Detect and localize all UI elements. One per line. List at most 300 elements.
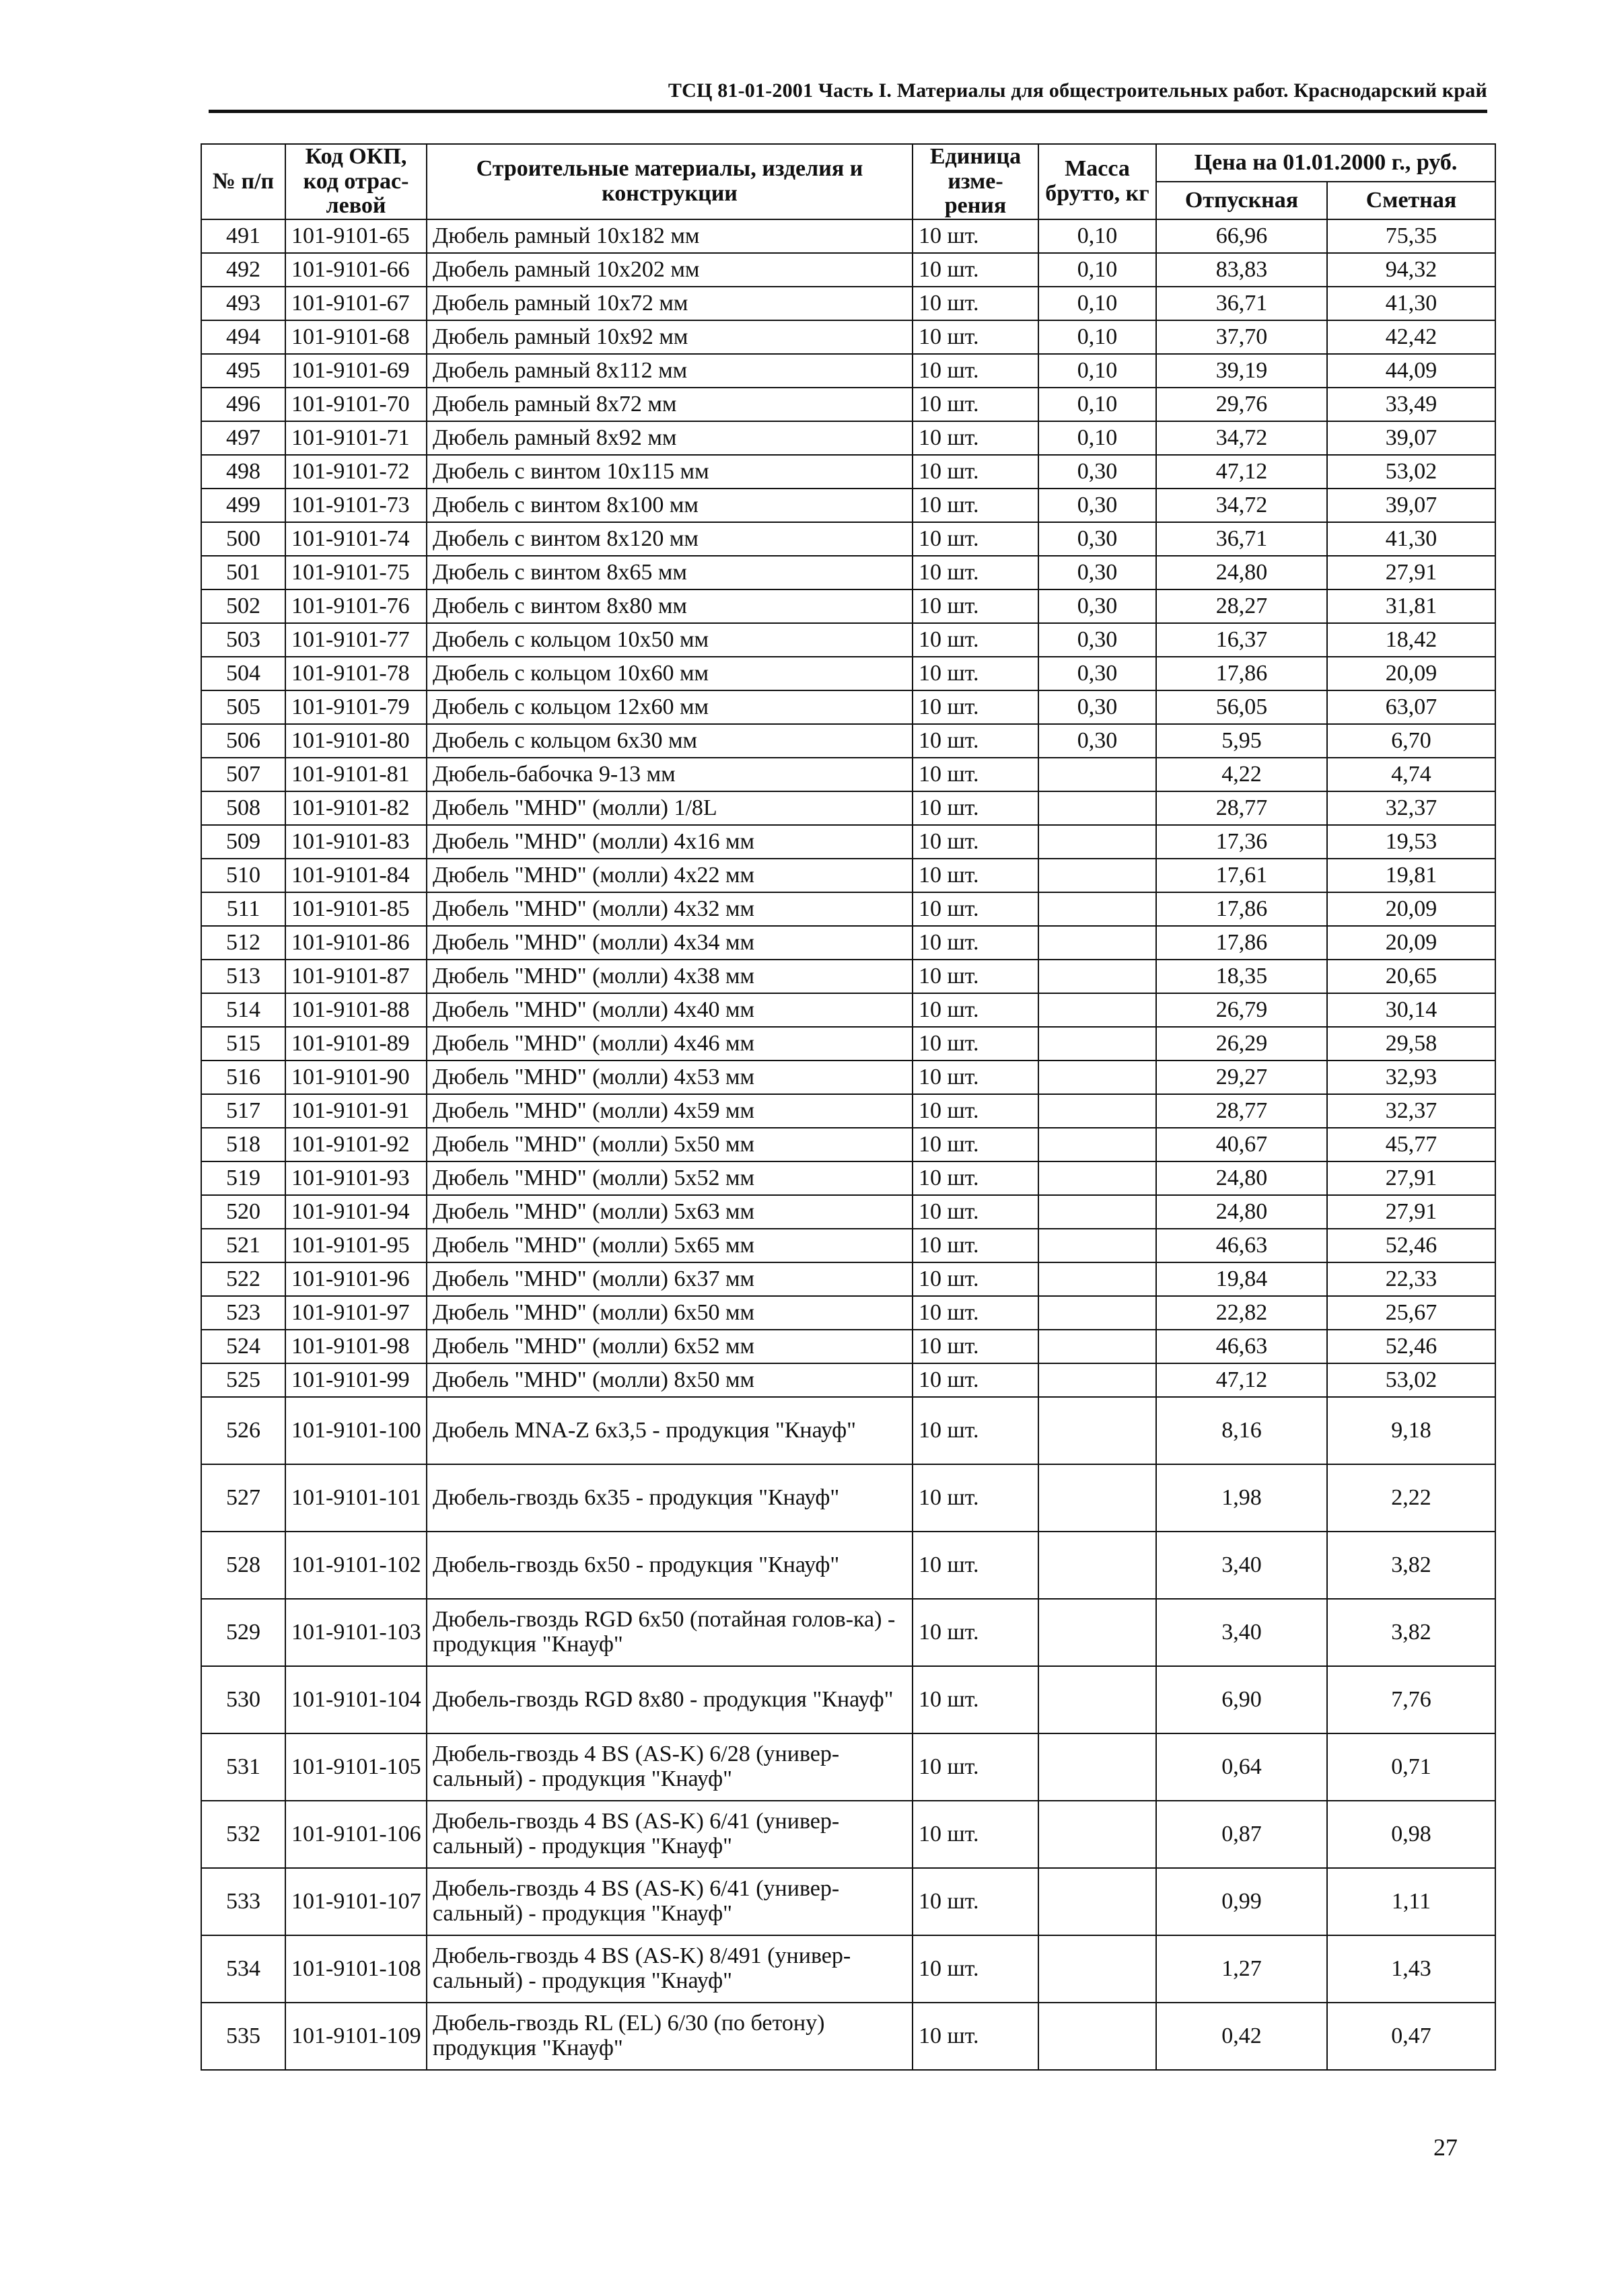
cell-unit: 10 шт. — [913, 724, 1038, 758]
cell-name: Дюбель "MHD" (молли) 4х16 мм — [427, 825, 913, 859]
cell-num: 506 — [201, 724, 285, 758]
cell-unit: 10 шт. — [913, 320, 1038, 354]
table-row — [201, 791, 1495, 825]
cell-name: Дюбель "MHD" (молли) 5х52 мм — [427, 1161, 913, 1195]
cell-num: 519 — [201, 1161, 285, 1195]
cell-code: 101-9101-84 — [285, 859, 427, 892]
cell-unit: 10 шт. — [913, 489, 1038, 522]
cell-price-estimate: 20,09 — [1327, 892, 1495, 926]
cell-price-release: 34,72 — [1156, 489, 1327, 522]
cell-price-estimate: 53,02 — [1327, 455, 1495, 489]
cell-code: 101-9101-81 — [285, 758, 427, 791]
column-header-mass: Масса брутто, кг — [1038, 144, 1156, 219]
cell-price-release: 3,40 — [1156, 1599, 1327, 1666]
cell-price-estimate: 20,65 — [1327, 960, 1495, 993]
cell-price-estimate: 2,22 — [1327, 1464, 1495, 1532]
cell-unit: 10 шт. — [913, 2003, 1038, 2070]
cell-unit: 10 шт. — [913, 388, 1038, 421]
column-header-price-group: Цена на 01.01.2000 г., руб. — [1156, 144, 1495, 182]
cell-mass — [1038, 1666, 1156, 1733]
cell-name: Дюбель с кольцом 6х30 мм — [427, 724, 913, 758]
cell-price-estimate: 39,07 — [1327, 421, 1495, 455]
cell-num: 507 — [201, 758, 285, 791]
cell-name: Дюбель "MHD" (молли) 4х40 мм — [427, 993, 913, 1027]
cell-mass — [1038, 791, 1156, 825]
cell-num: 513 — [201, 960, 285, 993]
cell-price-release: 24,80 — [1156, 1195, 1327, 1229]
column-header-name: Строительные материалы, изделия и конструкции — [427, 144, 913, 219]
cell-unit: 10 шт. — [913, 926, 1038, 960]
cell-price-release: 29,76 — [1156, 388, 1327, 421]
cell-price-estimate: 0,98 — [1327, 1801, 1495, 1868]
table-row — [201, 1296, 1495, 1330]
cell-unit: 10 шт. — [913, 354, 1038, 388]
cell-price-estimate: 0,47 — [1327, 2003, 1495, 2070]
cell-unit: 10 шт. — [913, 1464, 1038, 1532]
cell-num: 508 — [201, 791, 285, 825]
header-rule — [209, 110, 1487, 113]
cell-price-release: 36,71 — [1156, 522, 1327, 556]
cell-unit: 10 шт. — [913, 690, 1038, 724]
column-header-unit: Единица изме-рения — [913, 144, 1038, 219]
cell-num: 530 — [201, 1666, 285, 1733]
cell-unit: 10 шт. — [913, 859, 1038, 892]
cell-code: 101-9101-98 — [285, 1330, 427, 1363]
cell-num: 531 — [201, 1733, 285, 1801]
cell-code: 101-9101-76 — [285, 589, 427, 623]
cell-name: Дюбель рамный 10х72 мм — [427, 287, 913, 320]
cell-unit: 10 шт. — [913, 1397, 1038, 1464]
cell-price-release: 28,77 — [1156, 1094, 1327, 1128]
cell-num: 533 — [201, 1868, 285, 1935]
cell-code: 101-9101-104 — [285, 1666, 427, 1733]
cell-name: Дюбель рамный 8х112 мм — [427, 354, 913, 388]
cell-num: 500 — [201, 522, 285, 556]
column-header-code: Код ОКП, код отрас-левой — [285, 144, 427, 219]
cell-mass — [1038, 1397, 1156, 1464]
cell-price-release: 0,42 — [1156, 2003, 1327, 2070]
cell-mass — [1038, 1868, 1156, 1935]
table-row — [201, 1363, 1495, 1397]
cell-mass: 0,10 — [1038, 219, 1156, 253]
cell-name: Дюбель рамный 10х182 мм — [427, 219, 913, 253]
cell-unit: 10 шт. — [913, 1666, 1038, 1733]
cell-code: 101-9101-96 — [285, 1262, 427, 1296]
cell-name: Дюбель с кольцом 10х60 мм — [427, 657, 913, 690]
table-row — [201, 2003, 1495, 2070]
cell-code: 101-9101-90 — [285, 1061, 427, 1094]
cell-num: 510 — [201, 859, 285, 892]
cell-price-estimate: 41,30 — [1327, 287, 1495, 320]
cell-name: Дюбель-бабочка 9-13 мм — [427, 758, 913, 791]
cell-num: 505 — [201, 690, 285, 724]
cell-code: 101-9101-65 — [285, 219, 427, 253]
cell-price-release: 28,27 — [1156, 589, 1327, 623]
cell-name: Дюбель "MHD" (молли) 4х53 мм — [427, 1061, 913, 1094]
cell-price-release: 22,82 — [1156, 1296, 1327, 1330]
cell-mass — [1038, 1330, 1156, 1363]
table-row — [201, 960, 1495, 993]
cell-name: Дюбель с винтом 8х80 мм — [427, 589, 913, 623]
cell-unit: 10 шт. — [913, 1330, 1038, 1363]
cell-unit: 10 шт. — [913, 1128, 1038, 1161]
cell-price-release: 46,63 — [1156, 1330, 1327, 1363]
cell-price-release: 47,12 — [1156, 455, 1327, 489]
table-row — [201, 219, 1495, 253]
cell-price-estimate: 27,91 — [1327, 556, 1495, 589]
table-row — [201, 1128, 1495, 1161]
cell-num: 524 — [201, 1330, 285, 1363]
cell-mass — [1038, 926, 1156, 960]
table-row — [201, 522, 1495, 556]
cell-price-release: 46,63 — [1156, 1229, 1327, 1262]
cell-name: Дюбель "MHD" (молли) 4х32 мм — [427, 892, 913, 926]
cell-name: Дюбель "MHD" (молли) 4х34 мм — [427, 926, 913, 960]
cell-code: 101-9101-87 — [285, 960, 427, 993]
cell-num: 499 — [201, 489, 285, 522]
cell-unit: 10 шт. — [913, 1161, 1038, 1195]
cell-code: 101-9101-82 — [285, 791, 427, 825]
cell-unit: 10 шт. — [913, 522, 1038, 556]
cell-num: 514 — [201, 993, 285, 1027]
cell-name: Дюбель рамный 8х72 мм — [427, 388, 913, 421]
table-row — [201, 1229, 1495, 1262]
cell-price-estimate: 27,91 — [1327, 1195, 1495, 1229]
table-row — [201, 489, 1495, 522]
cell-price-release: 24,80 — [1156, 556, 1327, 589]
cell-name: Дюбель "MHD" (молли) 6х52 мм — [427, 1330, 913, 1363]
table-row — [201, 926, 1495, 960]
cell-unit: 10 шт. — [913, 825, 1038, 859]
table-body — [201, 219, 1495, 2070]
cell-code: 101-9101-91 — [285, 1094, 427, 1128]
cell-price-estimate: 94,32 — [1327, 253, 1495, 287]
cell-price-release: 17,61 — [1156, 859, 1327, 892]
table-row — [201, 1733, 1495, 1801]
cell-num: 534 — [201, 1935, 285, 2003]
cell-price-release: 37,70 — [1156, 320, 1327, 354]
cell-mass — [1038, 1733, 1156, 1801]
cell-name: Дюбель-гвоздь 4 BS (AS-K) 8/491 (универ-сальный) - продукция "Кнауф" — [427, 1935, 913, 2003]
cell-unit: 10 шт. — [913, 1599, 1038, 1666]
cell-price-release: 1,98 — [1156, 1464, 1327, 1532]
cell-name: Дюбель с кольцом 12х60 мм — [427, 690, 913, 724]
table-row — [201, 1397, 1495, 1464]
cell-unit: 10 шт. — [913, 1296, 1038, 1330]
cell-code: 101-9101-85 — [285, 892, 427, 926]
cell-unit: 10 шт. — [913, 455, 1038, 489]
cell-name: Дюбель "MHD" (молли) 8х50 мм — [427, 1363, 913, 1397]
column-header-num: № п/п — [201, 144, 285, 219]
cell-name: Дюбель рамный 10х202 мм — [427, 253, 913, 287]
cell-price-release: 1,27 — [1156, 1935, 1327, 2003]
cell-mass — [1038, 993, 1156, 1027]
cell-price-estimate: 39,07 — [1327, 489, 1495, 522]
cell-name: Дюбель "MHD" (молли) 4х22 мм — [427, 859, 913, 892]
cell-num: 525 — [201, 1363, 285, 1397]
cell-mass — [1038, 1296, 1156, 1330]
cell-price-estimate: 7,76 — [1327, 1666, 1495, 1733]
cell-mass: 0,30 — [1038, 556, 1156, 589]
table-row — [201, 623, 1495, 657]
cell-name: Дюбель-гвоздь 4 BS (AS-K) 6/41 (универ-сальный) - продукция "Кнауф" — [427, 1801, 913, 1868]
cell-name: Дюбель "MHD" (молли) 6х37 мм — [427, 1262, 913, 1296]
cell-num: 494 — [201, 320, 285, 354]
cell-unit: 10 шт. — [913, 1094, 1038, 1128]
cell-mass — [1038, 1935, 1156, 2003]
cell-code: 101-9101-108 — [285, 1935, 427, 2003]
cell-price-estimate: 22,33 — [1327, 1262, 1495, 1296]
cell-price-estimate: 27,91 — [1327, 1161, 1495, 1195]
cell-price-release: 4,22 — [1156, 758, 1327, 791]
table-row — [201, 724, 1495, 758]
cell-num: 509 — [201, 825, 285, 859]
cell-price-release: 28,77 — [1156, 791, 1327, 825]
cell-name: Дюбель рамный 8х92 мм — [427, 421, 913, 455]
cell-price-release: 56,05 — [1156, 690, 1327, 724]
cell-mass: 0,30 — [1038, 623, 1156, 657]
cell-mass — [1038, 892, 1156, 926]
cell-num: 498 — [201, 455, 285, 489]
cell-mass: 0,10 — [1038, 388, 1156, 421]
cell-unit: 10 шт. — [913, 1027, 1038, 1061]
cell-price-release: 18,35 — [1156, 960, 1327, 993]
cell-mass — [1038, 960, 1156, 993]
cell-price-release: 83,83 — [1156, 253, 1327, 287]
column-header-price-release: Отпускная — [1156, 182, 1327, 219]
cell-price-estimate: 32,93 — [1327, 1061, 1495, 1094]
cell-price-release: 6,90 — [1156, 1666, 1327, 1733]
cell-code: 101-9101-106 — [285, 1801, 427, 1868]
cell-unit: 10 шт. — [913, 253, 1038, 287]
cell-unit: 10 шт. — [913, 1801, 1038, 1868]
cell-unit: 10 шт. — [913, 1262, 1038, 1296]
page-number: 27 — [1433, 2134, 1458, 2161]
cell-num: 529 — [201, 1599, 285, 1666]
cell-num: 523 — [201, 1296, 285, 1330]
cell-code: 101-9101-68 — [285, 320, 427, 354]
cell-name: Дюбель "MHD" (молли) 4х59 мм — [427, 1094, 913, 1128]
cell-unit: 10 шт. — [913, 1868, 1038, 1935]
cell-price-release: 17,36 — [1156, 825, 1327, 859]
cell-price-estimate: 3,82 — [1327, 1532, 1495, 1599]
cell-code: 101-9101-99 — [285, 1363, 427, 1397]
cell-code: 101-9101-70 — [285, 388, 427, 421]
cell-num: 527 — [201, 1464, 285, 1532]
cell-price-release: 29,27 — [1156, 1061, 1327, 1094]
cell-unit: 10 шт. — [913, 1061, 1038, 1094]
cell-price-estimate: 18,42 — [1327, 623, 1495, 657]
cell-name: Дюбель-гвоздь RGD 6х50 (потайная голов-ка) - продукция "Кнауф" — [427, 1599, 913, 1666]
cell-code: 101-9101-107 — [285, 1868, 427, 1935]
cell-mass: 0,10 — [1038, 287, 1156, 320]
cell-mass — [1038, 1262, 1156, 1296]
cell-unit: 10 шт. — [913, 1935, 1038, 2003]
table-row — [201, 1801, 1495, 1868]
cell-price-release: 40,67 — [1156, 1128, 1327, 1161]
cell-price-estimate: 25,67 — [1327, 1296, 1495, 1330]
cell-code: 101-9101-71 — [285, 421, 427, 455]
cell-price-estimate: 41,30 — [1327, 522, 1495, 556]
cell-price-estimate: 4,74 — [1327, 758, 1495, 791]
cell-code: 101-9101-89 — [285, 1027, 427, 1061]
cell-code: 101-9101-67 — [285, 287, 427, 320]
cell-code: 101-9101-80 — [285, 724, 427, 758]
cell-num: 491 — [201, 219, 285, 253]
cell-num: 521 — [201, 1229, 285, 1262]
cell-price-estimate: 32,37 — [1327, 1094, 1495, 1128]
cell-price-release: 24,80 — [1156, 1161, 1327, 1195]
table-row — [201, 690, 1495, 724]
cell-num: 535 — [201, 2003, 285, 2070]
table-row — [201, 589, 1495, 623]
cell-price-estimate: 33,49 — [1327, 388, 1495, 421]
cell-unit: 10 шт. — [913, 287, 1038, 320]
cell-code: 101-9101-73 — [285, 489, 427, 522]
cell-price-release: 19,84 — [1156, 1262, 1327, 1296]
cell-price-release: 3,40 — [1156, 1532, 1327, 1599]
cell-mass — [1038, 1464, 1156, 1532]
table-row — [201, 1464, 1495, 1532]
table-row — [201, 859, 1495, 892]
cell-mass — [1038, 1161, 1156, 1195]
cell-unit: 10 шт. — [913, 1363, 1038, 1397]
cell-mass: 0,30 — [1038, 522, 1156, 556]
cell-name: Дюбель-гвоздь 4 BS (AS-K) 6/41 (универ-сальный) - продукция "Кнауф" — [427, 1868, 913, 1935]
table-row — [201, 1599, 1495, 1666]
cell-price-release: 0,99 — [1156, 1868, 1327, 1935]
table-row — [201, 758, 1495, 791]
cell-name: Дюбель рамный 10х92 мм — [427, 320, 913, 354]
table-row — [201, 287, 1495, 320]
cell-mass — [1038, 1229, 1156, 1262]
table-row — [201, 455, 1495, 489]
cell-name: Дюбель "MHD" (молли) 1/8L — [427, 791, 913, 825]
cell-name: Дюбель "MHD" (молли) 5х63 мм — [427, 1195, 913, 1229]
cell-code: 101-9101-95 — [285, 1229, 427, 1262]
cell-price-estimate: 19,81 — [1327, 859, 1495, 892]
cell-mass — [1038, 1801, 1156, 1868]
cell-num: 492 — [201, 253, 285, 287]
cell-name: Дюбель "MHD" (молли) 5х65 мм — [427, 1229, 913, 1262]
cell-mass: 0,30 — [1038, 724, 1156, 758]
cell-unit: 10 шт. — [913, 791, 1038, 825]
cell-price-estimate: 1,43 — [1327, 1935, 1495, 2003]
cell-unit: 10 шт. — [913, 219, 1038, 253]
column-header-price-estimate: Сметная — [1327, 182, 1495, 219]
cell-name: Дюбель-гвоздь 6х35 - продукция "Кнауф" — [427, 1464, 913, 1532]
cell-name: Дюбель с кольцом 10х50 мм — [427, 623, 913, 657]
table-row — [201, 1330, 1495, 1363]
cell-name: Дюбель с винтом 8х65 мм — [427, 556, 913, 589]
table-row — [201, 1061, 1495, 1094]
cell-code: 101-9101-103 — [285, 1599, 427, 1666]
materials-table — [201, 143, 1496, 2071]
cell-name: Дюбель "MHD" (молли) 5х50 мм — [427, 1128, 913, 1161]
cell-price-release: 47,12 — [1156, 1363, 1327, 1397]
cell-unit: 10 шт. — [913, 1532, 1038, 1599]
table-row — [201, 388, 1495, 421]
cell-price-release: 66,96 — [1156, 219, 1327, 253]
cell-price-estimate: 30,14 — [1327, 993, 1495, 1027]
cell-mass — [1038, 1027, 1156, 1061]
cell-num: 497 — [201, 421, 285, 455]
cell-mass: 0,30 — [1038, 589, 1156, 623]
cell-unit: 10 шт. — [913, 1733, 1038, 1801]
cell-num: 516 — [201, 1061, 285, 1094]
cell-unit: 10 шт. — [913, 589, 1038, 623]
cell-price-estimate: 45,77 — [1327, 1128, 1495, 1161]
table-row — [201, 421, 1495, 455]
cell-price-estimate: 6,70 — [1327, 724, 1495, 758]
cell-name: Дюбель-гвоздь RL (EL) 6/30 (по бетону) продукция "Кнауф" — [427, 2003, 913, 2070]
cell-num: 502 — [201, 589, 285, 623]
cell-num: 520 — [201, 1195, 285, 1229]
table-row — [201, 657, 1495, 690]
cell-num: 526 — [201, 1397, 285, 1464]
page-header: ТСЦ 81-01-2001 Часть I. Материалы для общестроительных работ. Краснодарский край — [668, 79, 1487, 102]
cell-mass: 0,30 — [1038, 657, 1156, 690]
cell-unit: 10 шт. — [913, 892, 1038, 926]
cell-price-release: 39,19 — [1156, 354, 1327, 388]
cell-mass — [1038, 859, 1156, 892]
cell-price-estimate: 52,46 — [1327, 1229, 1495, 1262]
table-row — [201, 1935, 1495, 2003]
cell-mass: 0,30 — [1038, 690, 1156, 724]
cell-unit: 10 шт. — [913, 556, 1038, 589]
cell-code: 101-9101-100 — [285, 1397, 427, 1464]
cell-code: 101-9101-92 — [285, 1128, 427, 1161]
cell-unit: 10 шт. — [913, 421, 1038, 455]
cell-mass — [1038, 1363, 1156, 1397]
table-row — [201, 1195, 1495, 1229]
cell-price-estimate: 9,18 — [1327, 1397, 1495, 1464]
cell-name: Дюбель с винтом 10х115 мм — [427, 455, 913, 489]
cell-price-release: 5,95 — [1156, 724, 1327, 758]
cell-price-estimate: 31,81 — [1327, 589, 1495, 623]
cell-num: 515 — [201, 1027, 285, 1061]
cell-code: 101-9101-75 — [285, 556, 427, 589]
cell-code: 101-9101-83 — [285, 825, 427, 859]
cell-num: 495 — [201, 354, 285, 388]
cell-code: 101-9101-101 — [285, 1464, 427, 1532]
cell-unit: 10 шт. — [913, 657, 1038, 690]
cell-mass: 0,10 — [1038, 253, 1156, 287]
cell-price-release: 26,29 — [1156, 1027, 1327, 1061]
cell-price-release: 36,71 — [1156, 287, 1327, 320]
table-row — [201, 354, 1495, 388]
cell-mass: 0,30 — [1038, 489, 1156, 522]
cell-name: Дюбель с винтом 8х100 мм — [427, 489, 913, 522]
cell-num: 504 — [201, 657, 285, 690]
cell-price-estimate: 20,09 — [1327, 926, 1495, 960]
cell-code: 101-9101-109 — [285, 2003, 427, 2070]
cell-price-estimate: 32,37 — [1327, 791, 1495, 825]
cell-name: Дюбель "MHD" (молли) 4х38 мм — [427, 960, 913, 993]
table-row — [201, 320, 1495, 354]
cell-num: 522 — [201, 1262, 285, 1296]
cell-code: 101-9101-77 — [285, 623, 427, 657]
table-row — [201, 253, 1495, 287]
cell-unit: 10 шт. — [913, 1195, 1038, 1229]
cell-num: 501 — [201, 556, 285, 589]
table-row — [201, 1666, 1495, 1733]
cell-code: 101-9101-94 — [285, 1195, 427, 1229]
cell-price-release: 26,79 — [1156, 993, 1327, 1027]
cell-price-release: 0,87 — [1156, 1801, 1327, 1868]
cell-price-estimate: 52,46 — [1327, 1330, 1495, 1363]
table-row — [201, 1094, 1495, 1128]
